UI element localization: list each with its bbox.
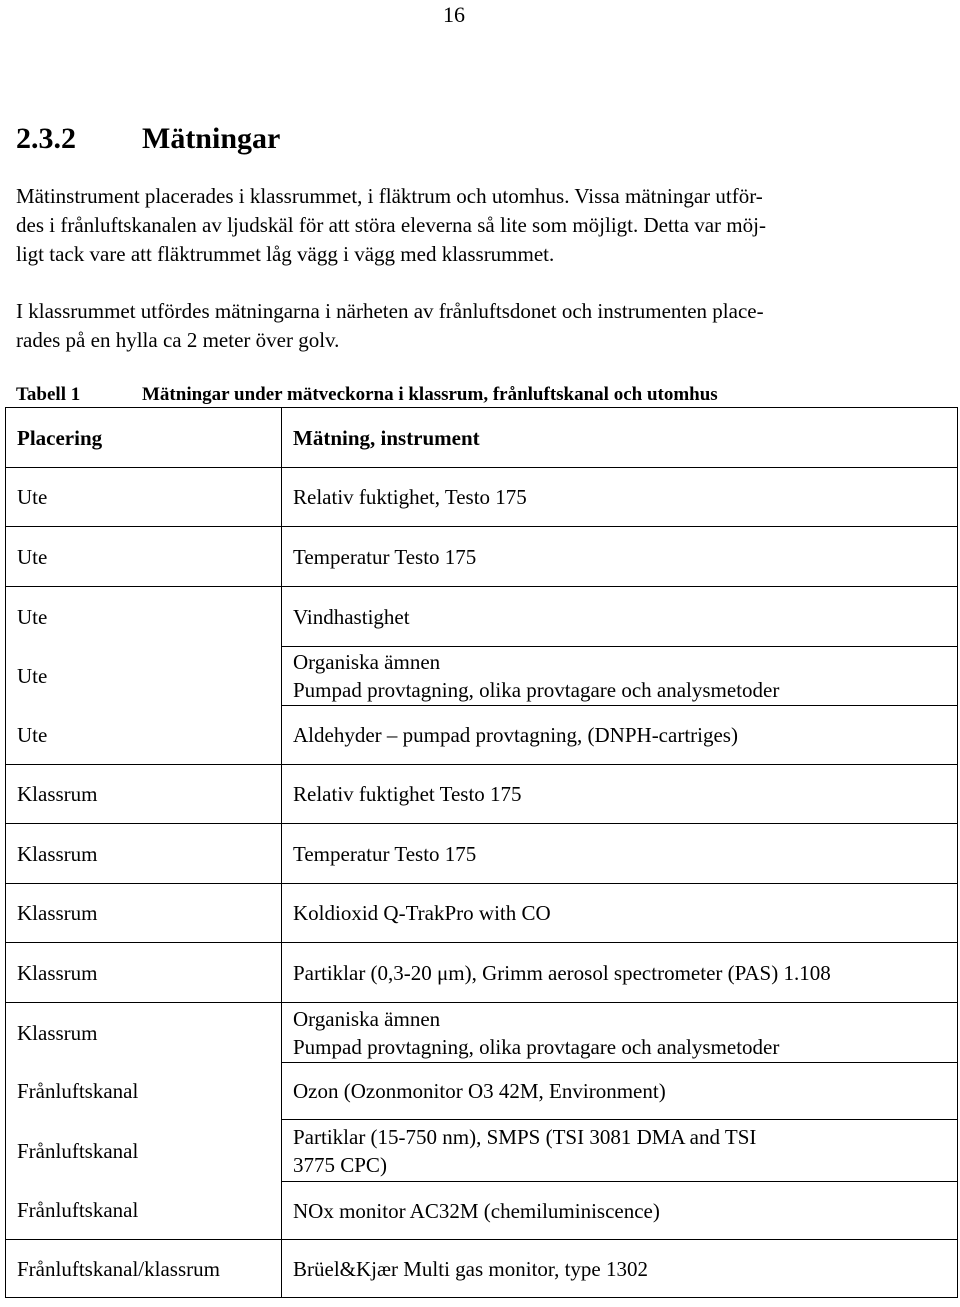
measurement-line: Brüel&Kjær Multi gas monitor, type 1302 xyxy=(293,1256,648,1281)
paragraph-line: ligt tack vare att fläktrummet låg vägg i vägg med klassrummet. xyxy=(16,242,555,266)
table-row xyxy=(6,647,958,706)
table-row xyxy=(6,824,958,884)
measurement-line: Relativ fuktighet Testo 175 xyxy=(293,782,522,806)
table-header-row xyxy=(6,408,958,468)
header-placement: Placering xyxy=(6,408,282,468)
placement-cell: Frånluftskanal/klassrum xyxy=(6,1240,282,1298)
placement-cell: Ute xyxy=(6,527,282,587)
measurement-cell xyxy=(282,706,958,765)
table-row xyxy=(6,1240,958,1298)
measurement-cell xyxy=(282,943,958,1003)
paragraph-line: I klassrummet utfördes mätningarna i närheten av frånluftsdonet och instrumenten place- xyxy=(16,299,764,323)
measurement-cell xyxy=(282,527,958,587)
measurement-line: Temperatur Testo 175 xyxy=(293,544,477,569)
table-row xyxy=(6,468,958,527)
paragraph-line: rades på en hylla ca 2 meter över golv. xyxy=(16,328,340,352)
placement-cell: Ute xyxy=(6,587,282,647)
measurement-line: Vindhastighet xyxy=(293,604,410,629)
table-row xyxy=(6,1120,958,1182)
placement-cell: Klassrum xyxy=(6,1003,282,1063)
page-number: 16 xyxy=(443,2,465,27)
header-measurement: Mätning, instrument xyxy=(282,408,958,468)
paragraph-1 xyxy=(16,182,896,269)
measurement-line: Aldehyder – pumpad provtagning, (DNPH-cartriges) xyxy=(293,723,738,747)
placement-cell: Frånluftskanal xyxy=(6,1182,282,1240)
table-row xyxy=(6,765,958,824)
section-title: Mätningar xyxy=(142,122,281,155)
paragraph-line: Mätinstrument placerades i klassrummet, i fläktrum och utomhus. Vissa mätningar utför- xyxy=(16,184,763,208)
placement-cell: Ute xyxy=(6,706,282,765)
measurement-cell xyxy=(282,765,958,824)
placement-cell: Ute xyxy=(6,647,282,706)
measurement-cell xyxy=(282,824,958,884)
table-row xyxy=(6,943,958,1003)
table-row xyxy=(6,706,958,765)
measurement-line: Temperatur Testo 175 xyxy=(293,841,477,866)
measurement-line: Koldioxid Q-TrakPro with CO xyxy=(293,901,551,925)
measurement-table xyxy=(5,407,958,1298)
placement-cell: Klassrum xyxy=(6,943,282,1003)
paragraph-2 xyxy=(16,297,896,355)
table-row xyxy=(6,527,958,587)
measurement-line: Organiska ämnen xyxy=(293,650,441,674)
measurement-cell xyxy=(282,1120,958,1182)
measurement-line: Ozon (Ozonmonitor O3 42M, Environment) xyxy=(293,1079,666,1103)
measurement-line: Pumpad provtagning, olika provtagare och analysmetoder xyxy=(293,678,780,702)
measurement-cell xyxy=(282,647,958,706)
table-row xyxy=(6,1003,958,1063)
placement-cell: Klassrum xyxy=(6,824,282,884)
section-heading xyxy=(16,122,280,156)
table-label: Tabell 1 xyxy=(16,384,81,405)
measurement-cell xyxy=(282,468,958,527)
measurement-cell xyxy=(282,1240,958,1298)
measurement-line: Partiklar (15-750 nm), SMPS (TSI 3081 DMA and TSI xyxy=(293,1124,757,1149)
table-row xyxy=(6,1182,958,1240)
measurement-line: Pumpad provtagning, olika provtagare och analysmetoder xyxy=(293,1034,780,1059)
measurement-line: 3775 CPC) xyxy=(293,1152,387,1177)
measurement-cell xyxy=(282,587,958,647)
placement-cell: Ute xyxy=(6,468,282,527)
measurement-line: NOx monitor AC32M (chemiluminiscence) xyxy=(293,1198,660,1223)
table-caption xyxy=(16,384,718,406)
measurement-line: Relativ fuktighet, Testo 175 xyxy=(293,485,527,509)
measurement-line: Organiska ämnen xyxy=(293,1006,441,1031)
section-number: 2.3.2 xyxy=(16,122,76,155)
measurement-cell xyxy=(282,1063,958,1120)
measurement-cell xyxy=(282,1182,958,1240)
measurement-cell xyxy=(282,884,958,943)
table-row xyxy=(6,884,958,943)
table-row xyxy=(6,1063,958,1120)
placement-cell: Klassrum xyxy=(6,884,282,943)
table-caption-text: Mätningar under mätveckorna i klassrum, frånluftskanal och utomhus xyxy=(142,384,718,405)
measurement-line: Partiklar (0,3-20 μm), Grimm aerosol spectrometer (PAS) 1.108 xyxy=(293,960,831,985)
placement-cell: Klassrum xyxy=(6,765,282,824)
table-row xyxy=(6,587,958,647)
placement-cell: Frånluftskanal xyxy=(6,1063,282,1120)
placement-cell: Frånluftskanal xyxy=(6,1120,282,1182)
paragraph-line: des i frånluftskanalen av ljudskäl för att störa eleverna så lite som möjligt. Detta var möj- xyxy=(16,213,766,237)
measurement-cell xyxy=(282,1003,958,1063)
